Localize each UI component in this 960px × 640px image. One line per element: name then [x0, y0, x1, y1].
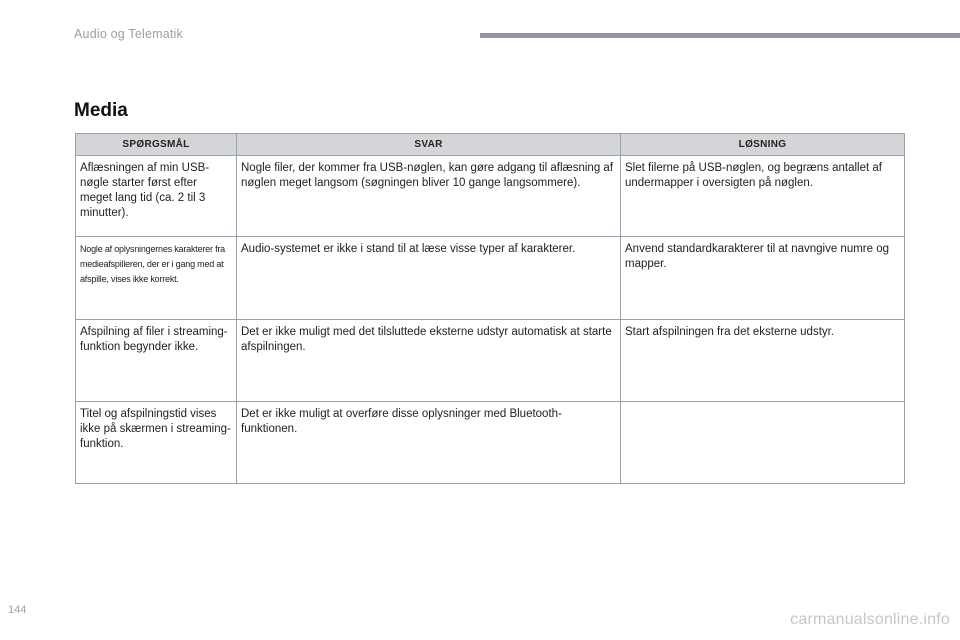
column-header-solution: LØSNING: [621, 134, 905, 156]
answer-cell: Audio-systemet er ikke i stand til at læse visse typer af karakterer.: [237, 237, 621, 320]
table-row: [76, 320, 905, 402]
table-row: [76, 402, 905, 484]
table-row: [76, 237, 905, 320]
section-title: Media: [74, 100, 128, 121]
solution-cell: [621, 402, 905, 484]
table-row: [76, 156, 905, 237]
question-cell: Aflæsningen af min USB-nøgle starter først efter meget lang tid (ca. 2 til 3 minutter).: [76, 156, 237, 237]
column-header-question: SPØRGSMÅL: [76, 134, 237, 156]
watermark: carmanualsonline.info: [790, 611, 950, 628]
faq-table: [75, 133, 905, 484]
column-header-answer: SVAR: [237, 134, 621, 156]
answer-cell: Det er ikke muligt med det tilsluttede eksterne udstyr automatisk at starte afspilningen.: [237, 320, 621, 402]
solution-cell: Start afspilningen fra det eksterne udstyr.: [621, 320, 905, 402]
running-header: Audio og Telematik: [74, 27, 183, 41]
question-cell: Afspilning af filer i streaming-funktion begynder ikke.: [76, 320, 237, 402]
question-cell: Titel og afspilningstid vises ikke på skærmen i streaming-funktion.: [76, 402, 237, 484]
header-bar: [480, 33, 960, 38]
table-header-row: [76, 134, 905, 156]
solution-cell: Slet filerne på USB-nøglen, og begræns antallet af undermapper i oversigten på nøglen.: [621, 156, 905, 237]
answer-cell: Nogle filer, der kommer fra USB-nøglen, kan gøre adgang til aflæsning af nøglen meget langsom (søgningen bliver 10 gange langsommere).: [237, 156, 621, 237]
question-cell: Nogle af oplysningernes karakterer fra medieafspilleren, der er i gang med at afspille, vises ikke korrekt.: [76, 237, 237, 320]
solution-cell: Anvend standardkarakterer til at navngive numre og mapper.: [621, 237, 905, 320]
answer-cell: Det er ikke muligt at overføre disse oplysninger med Bluetooth-funktionen.: [237, 402, 621, 484]
page-number: 144: [8, 604, 27, 616]
